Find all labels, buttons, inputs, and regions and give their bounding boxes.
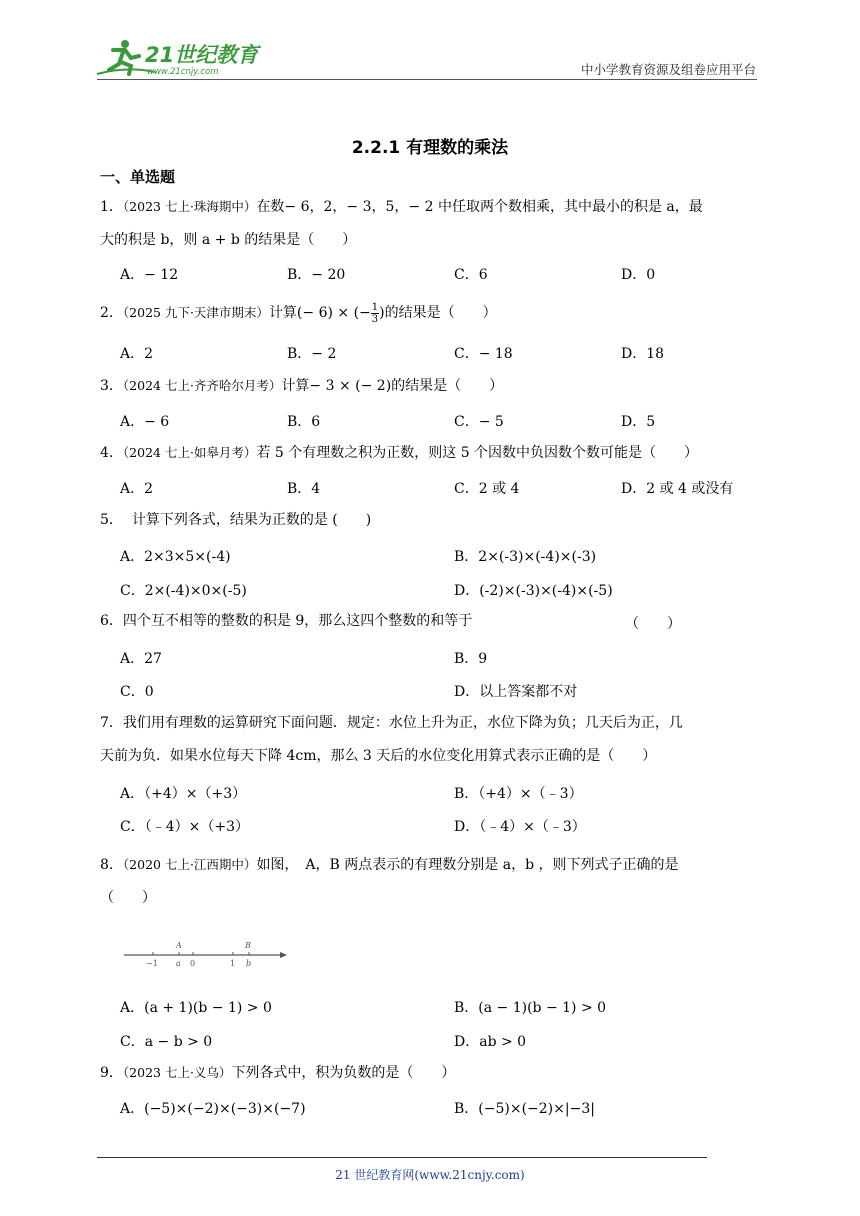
option-d[interactable]: D．ab > 0 [454, 1034, 527, 1050]
option-d[interactable]: D．2 或 4 或没有 [621, 481, 734, 497]
question-stem-a: 计算(− 6) × (− [268, 305, 371, 321]
tick-label-one: 1 [230, 959, 236, 968]
section-heading: 一、单选题 [100, 168, 176, 186]
question-source: （2023 七上·珠海期中） [122, 199, 257, 214]
option-c[interactable]: C．2×(-4)×0×(-5) [120, 583, 247, 599]
option-b[interactable]: B．（+4）×（﹣3） [454, 786, 583, 802]
fraction-numerator: 1 [371, 301, 379, 313]
header-divider [97, 79, 757, 80]
question-4 [100, 436, 765, 470]
option-c[interactable]: C．（﹣4）×（+3） [120, 819, 249, 835]
option-a[interactable]: A．2 [120, 481, 154, 497]
question-source: （2024 七上·如皋月考） [122, 445, 257, 460]
question-source: （2020 七上·江西期中） [122, 857, 257, 872]
answer-blank: （ ） [625, 616, 681, 632]
option-b[interactable]: B．− 2 [287, 346, 337, 362]
option-c[interactable]: C．6 [454, 267, 488, 283]
option-d[interactable]: D．5 [621, 414, 656, 430]
question-source: （2025 九下·天津市期末） [122, 305, 269, 320]
tick-label-a: a [176, 959, 181, 968]
option-b[interactable]: B．4 [287, 481, 321, 497]
option-b[interactable]: B．6 [287, 414, 321, 430]
question-5 [100, 504, 765, 537]
point-b-label: B [245, 941, 251, 950]
option-a[interactable]: A．2 [120, 346, 154, 362]
question-stem-line2: 大的积是 b，则 a + b 的结果是（ ） [100, 232, 357, 248]
question-source: （2024 七上·齐齐哈尔月考） [122, 378, 282, 393]
question-stem: 若 5 个有理数之积为正数，则这 5 个因数中负因数个数可能是（ ） [256, 445, 699, 461]
logo-url: www.21cnjy.com [147, 67, 219, 77]
point-a-label: A [176, 941, 182, 950]
footer-divider [97, 1157, 707, 1158]
question-number: 6． [100, 613, 123, 629]
question-8 [100, 848, 765, 915]
question-stem: 计算下列各式，结果为正数的是 ( ) [122, 512, 372, 528]
question-3 [100, 369, 765, 403]
tick-label-b: b [246, 959, 252, 968]
option-a[interactable]: A．27 [120, 651, 162, 667]
question-number: 4． [100, 445, 123, 461]
site-logo[interactable] [95, 36, 265, 80]
platform-name: 中小学教育资源及组卷应用平台 [580, 62, 756, 77]
option-a[interactable]: A．− 6 [120, 414, 170, 430]
number-line-figure [122, 938, 287, 968]
option-d[interactable]: D．0 [621, 267, 656, 283]
question-number: 1． [100, 199, 123, 215]
arrow-right-icon [280, 952, 287, 958]
question-stem: 下列各式中，积为负数的是（ ） [231, 1065, 456, 1081]
question-2 [100, 296, 765, 330]
option-a[interactable]: A．(−5)×(−2)×(−3)×(−7) [120, 1101, 306, 1117]
option-b[interactable]: B．− 20 [287, 267, 346, 283]
option-a[interactable]: A．（+4）×（+3） [120, 786, 247, 802]
page-title: 2.2.1 有理数的乘法 [351, 138, 509, 158]
option-d[interactable]: D．(-2)×(-3)×(-4)×(-5) [454, 583, 613, 599]
question-stem-line1: 如图， A，B 两点表示的有理数分别是 a，b ，则下列式子正确的是 [256, 857, 679, 873]
question-source: （2023 七上·义乌） [122, 1065, 232, 1080]
option-c[interactable]: C．2 或 4 [454, 481, 520, 497]
option-d[interactable]: D．以上答案都不对 [454, 684, 578, 700]
option-b[interactable]: B．2×(-3)×(-4)×(-3) [454, 549, 597, 565]
option-b[interactable]: B．(−5)×(−2)×|−3| [454, 1101, 595, 1117]
logo-text: 21世纪教育 [145, 43, 259, 67]
option-c[interactable]: C．0 [120, 684, 154, 700]
question-stem: 计算− 3 × (− 2)的结果是（ ） [281, 378, 504, 394]
question-number: 3． [100, 378, 123, 394]
option-d[interactable]: D．18 [621, 346, 665, 362]
footer-link[interactable]: 21 世纪教育网(www.21cnjy.com) [335, 1168, 525, 1182]
question-stem-line2: 天前为负．如果水位每天下降 4cm，那么 3 天后的水位变化用算式表示正确的是（ ） [100, 748, 657, 764]
question-number: 5． [100, 512, 123, 528]
question-number: 2． [100, 305, 123, 321]
question-stem-b: )的结果是（ ） [379, 305, 497, 321]
question-number: 8． [100, 857, 123, 873]
fraction [371, 302, 379, 325]
tick-label-zero: 0 [190, 959, 196, 968]
tick-label-minus-one: −1 [146, 959, 158, 968]
question-stem-line2: （ ） [100, 890, 156, 906]
option-c[interactable]: C．− 18 [454, 346, 513, 362]
option-c[interactable]: C．− 5 [454, 414, 504, 430]
option-b[interactable]: B．9 [454, 651, 488, 667]
option-d[interactable]: D．（﹣4）×（﹣3） [454, 819, 586, 835]
question-stem-line1: 我们用有理数的运算研究下面问题．规定：水位上升为正，水位下降为负；几天后为正，几 [122, 715, 683, 731]
question-number: 7． [100, 715, 123, 731]
fraction-denominator: 3 [371, 313, 379, 325]
option-a[interactable]: A．− 12 [120, 267, 179, 283]
option-c[interactable]: C．a − b > 0 [120, 1034, 213, 1050]
option-a[interactable]: A．2×3×5×(-4) [120, 549, 231, 565]
option-b[interactable]: B．(a − 1)(b − 1) > 0 [454, 1000, 607, 1016]
question-stem: 四个互不相等的整数的积是 9，那么这四个整数的和等于 [122, 613, 473, 629]
question-number: 9． [100, 1065, 123, 1081]
question-7 [100, 707, 765, 773]
option-a[interactable]: A．(a + 1)(b − 1) > 0 [120, 1000, 272, 1016]
question-1 [100, 190, 765, 257]
runner-logo-icon [95, 36, 265, 80]
question-9 [100, 1056, 765, 1090]
question-stem-line1: 在数− 6，2，− 3，5，− 2 中任取两个数相乘，其中最小的积是 a，最 [256, 199, 703, 215]
